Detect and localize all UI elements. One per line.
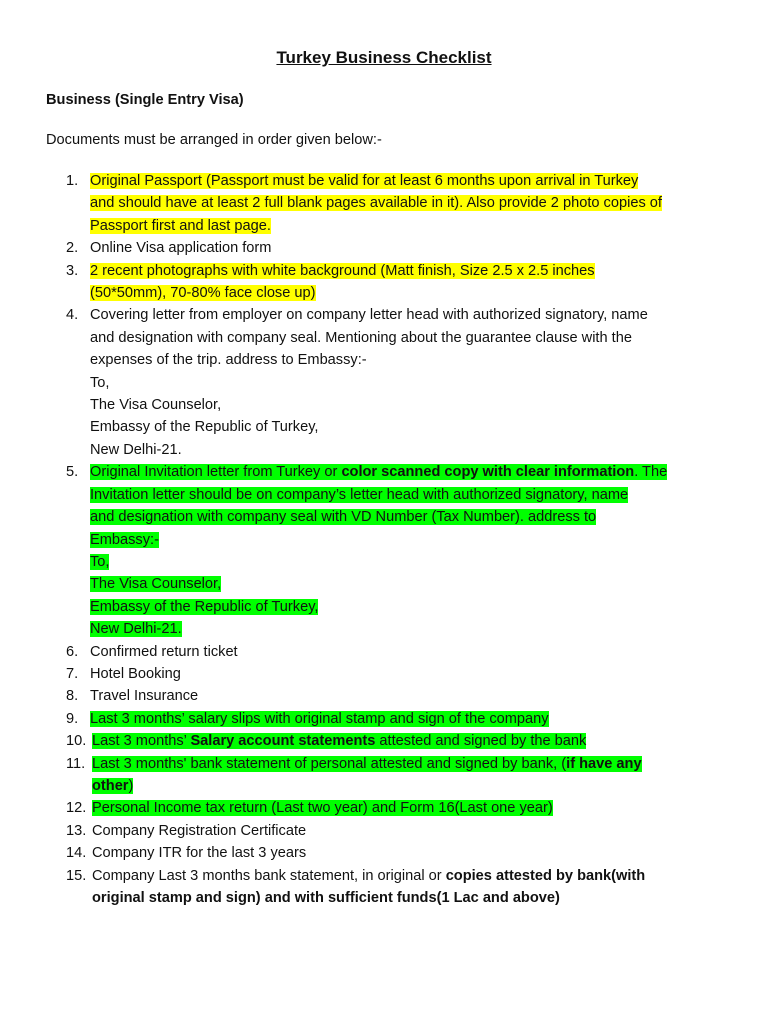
list-item-number: 11.: [66, 755, 86, 772]
list-item: [0, 708, 768, 730]
list-item-number: 13.: [66, 822, 87, 839]
list-item-number: 3.: [66, 262, 79, 279]
list-item: [0, 865, 768, 910]
list-item: [0, 260, 768, 305]
list-item: [0, 641, 768, 663]
list-item: [0, 170, 768, 237]
list-item-number: 14.: [66, 845, 87, 862]
list-item: [0, 797, 768, 819]
list-item-text: Confirmed return ticket: [90, 643, 238, 660]
list-item: [0, 820, 768, 842]
list-item: [0, 842, 768, 864]
list-item-text: Personal Income tax return (Last two year) and Form 16(Last one year): [92, 800, 553, 817]
list-item: [0, 237, 768, 259]
list-item-text: Online Visa application form: [90, 240, 272, 257]
list-item-number: 9.: [66, 710, 79, 727]
intro-text: Documents must be arranged in order given below:-: [46, 132, 382, 148]
list-item-text: Covering letter from employer on company letter head with authorized signatory, name and designation with company seal. Mentioning about the guarantee clause with the expenses of the trip. address to Embassy:- To, The Visa Counselor, Embassy of the Republic of Turkey, New Delhi-21.: [90, 307, 648, 458]
list-item-text: Last 3 months’ Salary account statements attested and signed by the bank: [92, 733, 587, 750]
list-item-number: 8.: [66, 688, 79, 705]
list-item-number: 15.: [66, 867, 87, 884]
list-item-text: Company ITR for the last 3 years: [92, 845, 307, 862]
page-subtitle: Business (Single Entry Visa): [46, 92, 244, 108]
page-title: Turkey Business Checklist: [276, 48, 492, 67]
list-item-number: 2.: [66, 240, 79, 257]
list-item: [0, 663, 768, 685]
list-item-number: 12.: [66, 800, 87, 817]
list-item-text: Last 3 months' bank statement of personal attested and signed by bank, (if have any other): [92, 755, 642, 794]
list-item-text: Travel Insurance: [90, 688, 199, 705]
list-item: [0, 685, 768, 707]
list-item-number: 6.: [66, 643, 79, 660]
list-item-text: Company Last 3 months bank statement, in original or copies attested by bank(with original stamp and sign) and with sufficient funds(1 Lac and above): [92, 867, 646, 906]
list-item-text: Last 3 months’ salary slips with original stamp and sign of the company: [90, 710, 549, 727]
list-item-number: 7.: [66, 665, 79, 682]
checklist: [0, 170, 768, 909]
list-item: [0, 461, 768, 640]
list-item-text: Original Passport (Passport must be valid for at least 6 months upon arrival in Turkey and should have at least 2 full blank pages available in it). Also provide 2 photo copies of Passport first and last page.: [90, 173, 662, 234]
list-item: [0, 730, 768, 752]
list-item-number: 10.: [66, 733, 87, 750]
list-item: [0, 753, 768, 798]
list-item-text: Company Registration Certificate: [92, 822, 307, 839]
list-item: [0, 304, 768, 461]
list-item-number: 5.: [66, 464, 79, 481]
list-item-text: Hotel Booking: [90, 665, 181, 682]
list-item-text: Original Invitation letter from Turkey or color scanned copy with clear information. The Invitation letter should be on company’s letter head with authorized signatory, name and designation with company seal with VD Number (Tax Number). address to Embassy:- To, The Visa Counselor, Embassy of the Republic of Turkey, New Delhi-21.: [90, 464, 668, 638]
list-item-number: 4.: [66, 307, 79, 324]
list-item-number: 1.: [66, 173, 79, 189]
list-item-text: 2 recent photographs with white background (Matt finish, Size 2.5 x 2.5 inches (50*50mm), 70-80% face close up): [90, 262, 595, 302]
